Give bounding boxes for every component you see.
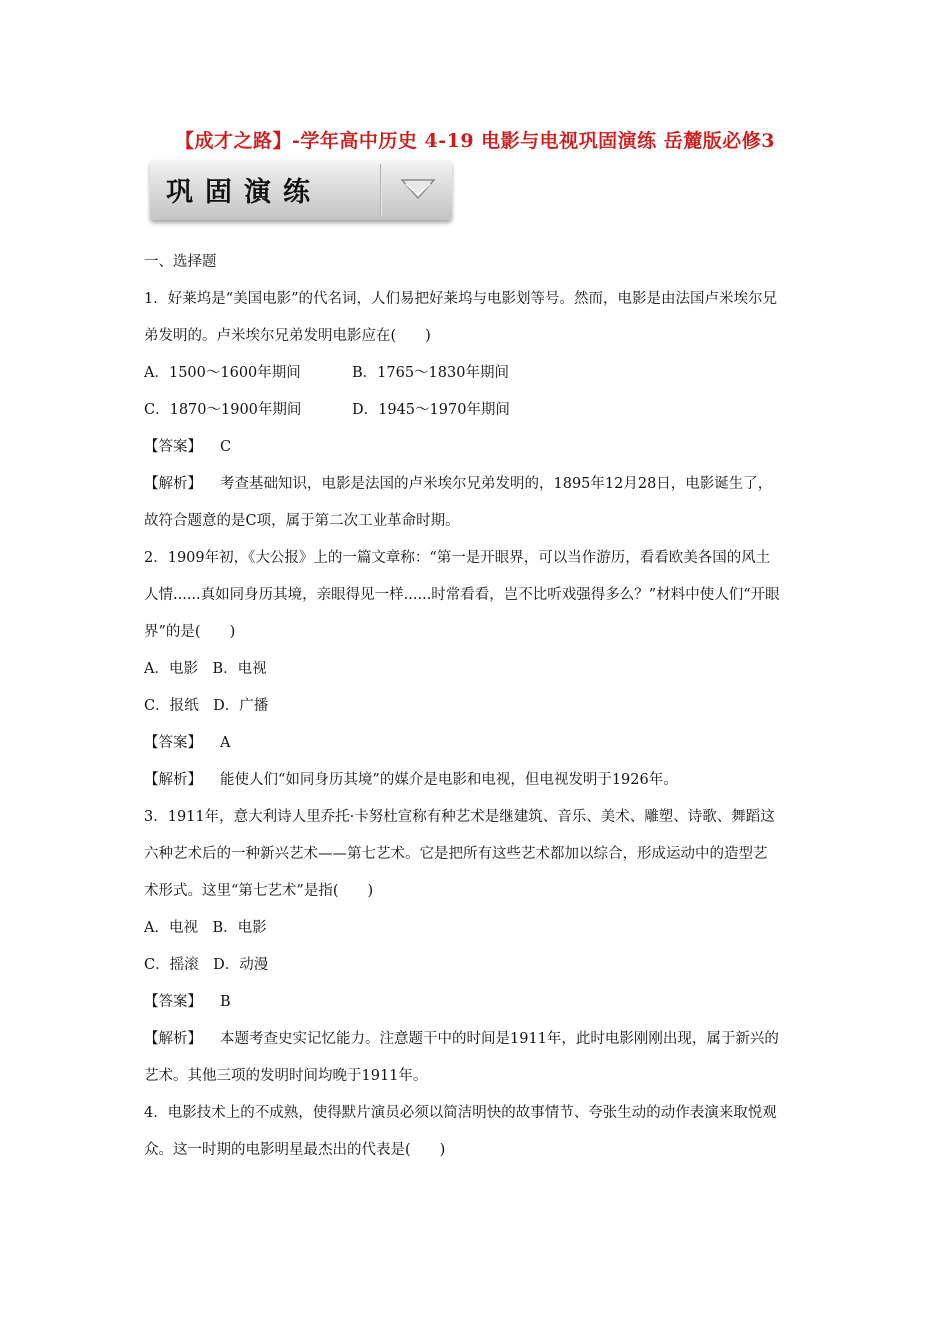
q3-answer [144, 990, 810, 1027]
q1-analysis-line2: 故符合题意的是C项，属于第二次工业革命时期。 [144, 513, 460, 529]
q2-stem-line1: 2．1909年初，《大公报》上的一篇文章称：“第一是开眼界，可以当作游历，看看欧美各国的风土 [144, 550, 771, 566]
q1-option-b: B．1765～1830年期间 [352, 365, 509, 381]
q2-options-row1: A．电影 B．电视 [144, 661, 267, 677]
section-banner [150, 160, 452, 220]
q1-options-row2 [144, 398, 810, 435]
q1-answer [144, 435, 810, 472]
q4-stem-line2: 众。这一时期的电影明星最杰出的代表是( ) [144, 1142, 446, 1158]
banner-label: 巩固演练 [166, 177, 322, 208]
q3-analysis-line1 [144, 1027, 810, 1064]
q2-stem-line3: 界”的是( ) [144, 624, 236, 640]
q3-answer-value: B [220, 994, 231, 1010]
section-heading: 一、选择题 [144, 254, 217, 270]
q3-options-row2: C．摇滚 D．动漫 [144, 957, 269, 973]
q4-stem-line1: 4．电影技术上的不成熟，使得默片演员必须以简洁明快的故事情节、夸张生动的动作表演来取悦观 [144, 1105, 777, 1121]
answer-tag: 【答案】 [144, 439, 202, 455]
q1-option-c: C．1870～1900年期间 [144, 402, 302, 418]
analysis-tag: 【解析】 [144, 1031, 202, 1047]
analysis-tag: 【解析】 [144, 772, 202, 788]
q1-stem-line1: 1．好莱坞是“美国电影”的代名词，人们易把好莱坞与电影划等号。然而，电影是由法国卢米埃尔兄 [144, 291, 778, 307]
q3-stem-line1: 3．1911年，意大利诗人里乔托·卡努杜宣称有种艺术是继建筑、音乐、美术、雕塑、诗歌、舞蹈这 [144, 809, 775, 825]
q2-answer-value: A [220, 735, 231, 751]
banner-divider [380, 164, 382, 216]
q1-option-d: D．1945～1970年期间 [352, 402, 510, 418]
q3-stem-line2: 六种艺术后的一种新兴艺术——第七艺术。它是把所有这些艺术都加以综合，形成运动中的造型艺 [144, 846, 768, 862]
q2-stem-line2: 人情......真如同身历其境，亲眼得见一样......时常看看，岂不比听戏强得多么？”材料中使人们“开眼 [144, 587, 780, 603]
q3-options-row1: A．电视 B．电影 [144, 920, 267, 936]
q2-answer [144, 731, 810, 768]
q3-analysis-text1: 本题考查史实记忆能力。注意题干中的时间是1911年，此时电影刚刚出现，属于新兴的 [220, 1031, 779, 1047]
question-body [144, 250, 810, 1175]
q1-analysis-text1: 考查基础知识，电影是法国的卢米埃尔兄弟发明的，1895年12月28日，电影诞生了， [220, 476, 773, 492]
q3-analysis-line2: 艺术。其他三项的发明时间均晚于1911年。 [144, 1068, 428, 1084]
q1-options-row1 [144, 361, 810, 398]
q2-analysis-line1 [144, 768, 810, 805]
q3-stem-line3: 术形式。这里“第七艺术”是指( ) [144, 883, 374, 899]
q1-stem-line2: 弟发明的。卢米埃尔兄弟发明电影应在( ) [144, 328, 431, 344]
q2-options-row2: C．报纸 D．广播 [144, 698, 269, 714]
q1-answer-value: C [220, 439, 232, 455]
q2-analysis-text1: 能使人们“如同身历其境”的媒介是电影和电视，但电视发明于1926年。 [220, 772, 678, 788]
answer-tag: 【答案】 [144, 994, 202, 1010]
q1-analysis-line1 [144, 472, 810, 509]
q1-option-a: A．1500～1600年期间 [144, 365, 301, 381]
answer-tag: 【答案】 [144, 735, 202, 751]
chevron-down-icon [396, 174, 440, 206]
analysis-tag: 【解析】 [144, 476, 202, 492]
document-title: 【成才之路】-学年高中历史 4-19 电影与电视巩固演练 岳麓版必修3 [175, 130, 775, 152]
